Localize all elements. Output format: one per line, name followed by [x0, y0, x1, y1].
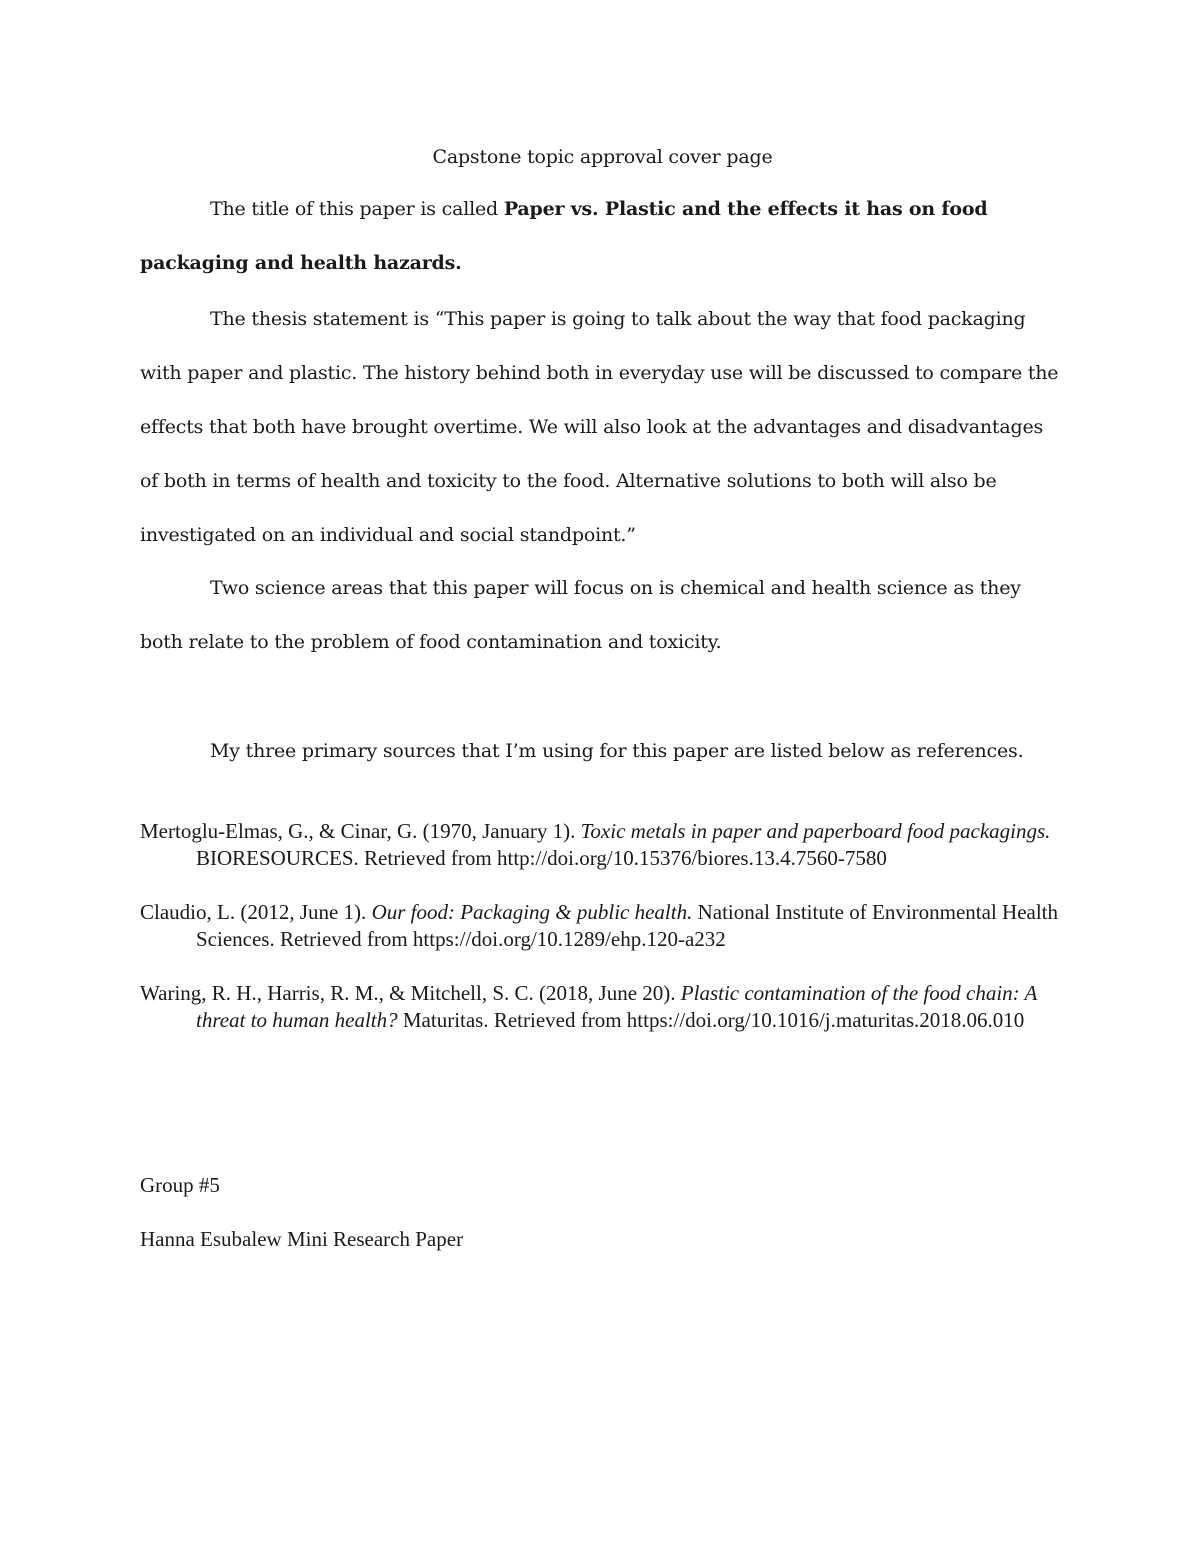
reference-tail: Maturitas. Retrieved from https://doi.org/10.1016/j.maturitas.2018.06.010 — [397, 1008, 1025, 1032]
group-label: Group #5 — [140, 1173, 220, 1197]
reference-title: Toxic metals in paper and paperboard food packagings. — [580, 819, 1051, 843]
reference-tail: BIORESOURCES. Retrieved from http://doi.org/10.15376/biores.13.4.7560-7580 — [196, 846, 887, 870]
reference-tail: National Institute of Environmental Health Sciences. Retrieved from https://doi.org/10.1289/ehp.120-a232 — [196, 900, 1059, 951]
reference-lead: Mertoglu-Elmas, G., & Cinar, G. (1970, January 1). — [140, 819, 581, 843]
reference-list — [140, 818, 1065, 1034]
title-lead: The title of this paper is called — [210, 198, 504, 220]
sources-intro-text: My three primary sources that I’m using for this paper are listed below as references. — [210, 740, 1024, 762]
reference-item — [140, 818, 1065, 872]
reference-lead: Claudio, L. (2012, June 1). — [140, 900, 372, 924]
thesis-text: The thesis statement is “This paper is going to talk about the way that food packaging with paper and plastic. The history behind both in everyday use will be discussed to compare the effects that both have brought overtime. We will also look at the advantages and disadvantages of both in terms of health and toxicity to the food. Alternative solutions to both will also be investigated on an individual and social standpoint.” — [140, 308, 1059, 546]
sources-intro-paragraph — [140, 724, 1065, 778]
page-heading: Capstone topic approval cover page — [432, 146, 773, 168]
reference-title: Our food: Packaging & public health. — [371, 900, 693, 924]
reference-lead: Waring, R. H., Harris, R. M., & Mitchell, S. C. (2018, June 20). — [140, 981, 681, 1005]
author-line: Hanna Esubalew Mini Research Paper — [140, 1227, 464, 1251]
paper-title: Paper vs. Plastic and the effects it has on food packaging and health hazards. — [140, 198, 988, 274]
reference-item — [140, 980, 1065, 1034]
reference-item — [140, 899, 1065, 953]
science-paragraph — [140, 561, 1065, 669]
title-paragraph — [140, 182, 1065, 290]
thesis-paragraph — [140, 292, 1065, 562]
reference-title: Plastic contamination of the food chain: A threat to human health? — [196, 981, 1037, 1032]
science-text: Two science areas that this paper will focus on is chemical and health science as they both relate to the problem of food contamination and toxicity. — [140, 577, 1021, 653]
